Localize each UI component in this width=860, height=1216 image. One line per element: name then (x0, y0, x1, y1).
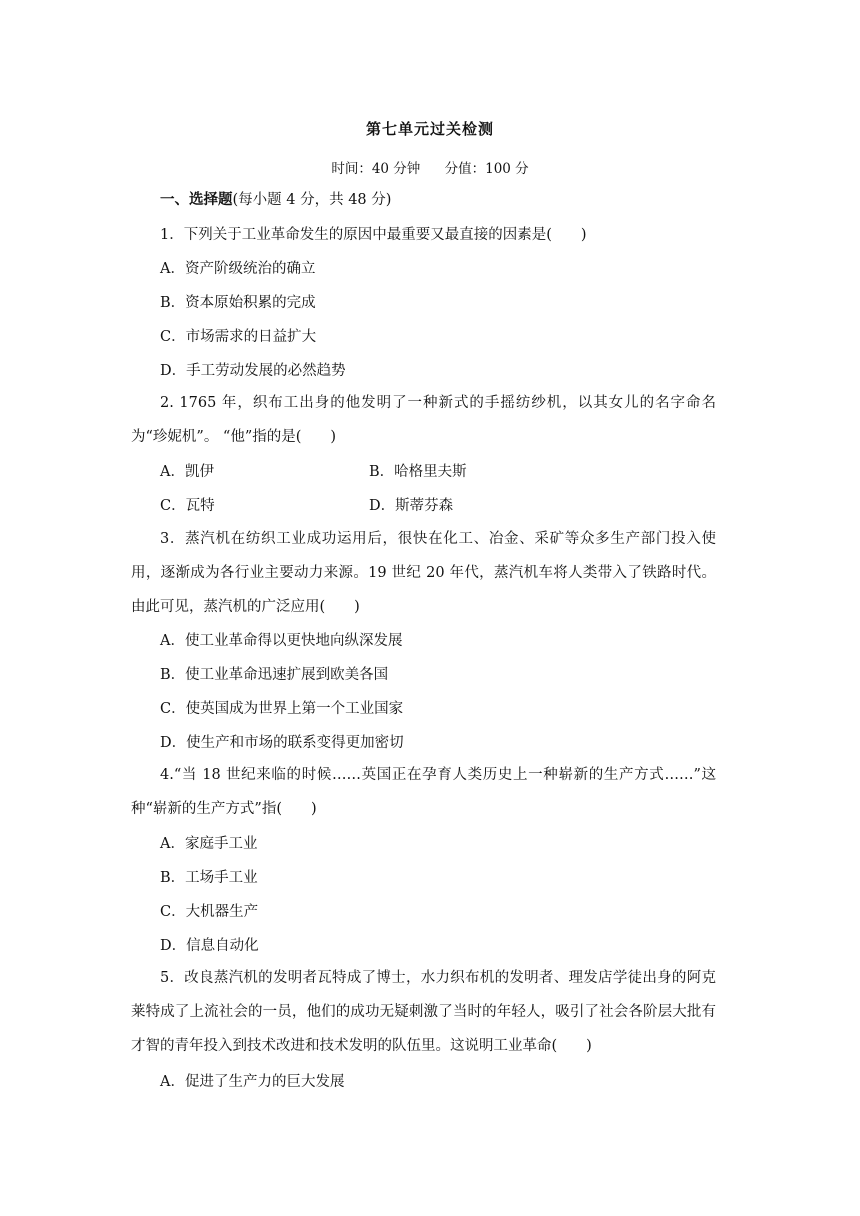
question-3-option-d: D．使生产和市场的联系变得更加密切 (160, 735, 404, 751)
question-1-option-c: C．市场需求的日益扩大 (160, 329, 317, 345)
question-2-option-a: A．凯伊 (160, 464, 214, 480)
question-4-option-b: B．工场手工业 (160, 870, 258, 886)
question-2-option-c: C．瓦特 (160, 498, 215, 514)
question-3-option-b: B．使工业革命迅速扩展到欧美各国 (160, 667, 389, 683)
section-heading (160, 190, 391, 210)
question-2-option-b: B．哈格里夫斯 (369, 464, 467, 480)
question-5-stem: 5．改良蒸汽机的发明者瓦特成了博士，水力织布机的发明者、理发店学徒出身的阿克莱特成了上流社会的一员，他们的成功无疑刺激了当时的年轻人，吸引了社会各阶层大批有才智的青年投入到技术改进和技术发明的队伍里。这说明工业革命( ) (131, 970, 716, 1054)
exam-meta (0, 157, 860, 177)
question-1-option-b: B．资本原始积累的完成 (160, 295, 316, 311)
question-2-option-d: D．斯蒂芬森 (369, 498, 454, 514)
question-3-stem: 3．蒸汽机在纺织工业成功运用后，很快在化工、冶金、采矿等众多生产部门投入使用，逐渐成为各行业主要动力来源。19 世纪 20 年代，蒸汽机车将人类带入了铁路时代。由此可见，蒸汽机的广泛应用( ) (131, 531, 716, 615)
question-3-option-c: C．使英国成为世界上第一个工业国家 (160, 701, 404, 717)
question-2-stem: 2. 1765 年，织布工出身的他发明了一种新式的手摇纺纱机，以其女儿的名字命名为“珍妮机”。 “他”指的是( ) (131, 395, 716, 445)
question-1-option-d: D．手工劳动发展的必然趋势 (160, 363, 346, 379)
question-4-option-c: C．大机器生产 (160, 904, 259, 920)
section-title: 一、选择题 (160, 191, 233, 208)
question-1-option-a: A．资产阶级统治的确立 (160, 261, 316, 277)
question-5-option-a: A．促进了生产力的巨大发展 (160, 1074, 345, 1090)
question-3-option-a: A．使工业革命得以更快地向纵深发展 (160, 633, 403, 649)
question-4-stem: 4.“当 18 世纪来临的时候……英国正在孕育人类历史上一种崭新的生产方式……”这种“崭新的生产方式”指( ) (131, 767, 716, 817)
question-1-stem: 1．下列关于工业革命发生的原因中最重要又最直接的因素是( ) (160, 227, 587, 243)
total-score: 分值：100 分 (444, 161, 529, 177)
time-limit: 时间：40 分钟 (331, 161, 421, 177)
question-4-option-a: A．家庭手工业 (160, 836, 258, 852)
question-4-option-d: D．信息自动化 (160, 938, 259, 954)
section-note: (每小题 4 分，共 48 分) (232, 192, 392, 208)
page-title: 第七单元过关检测 (365, 120, 494, 138)
